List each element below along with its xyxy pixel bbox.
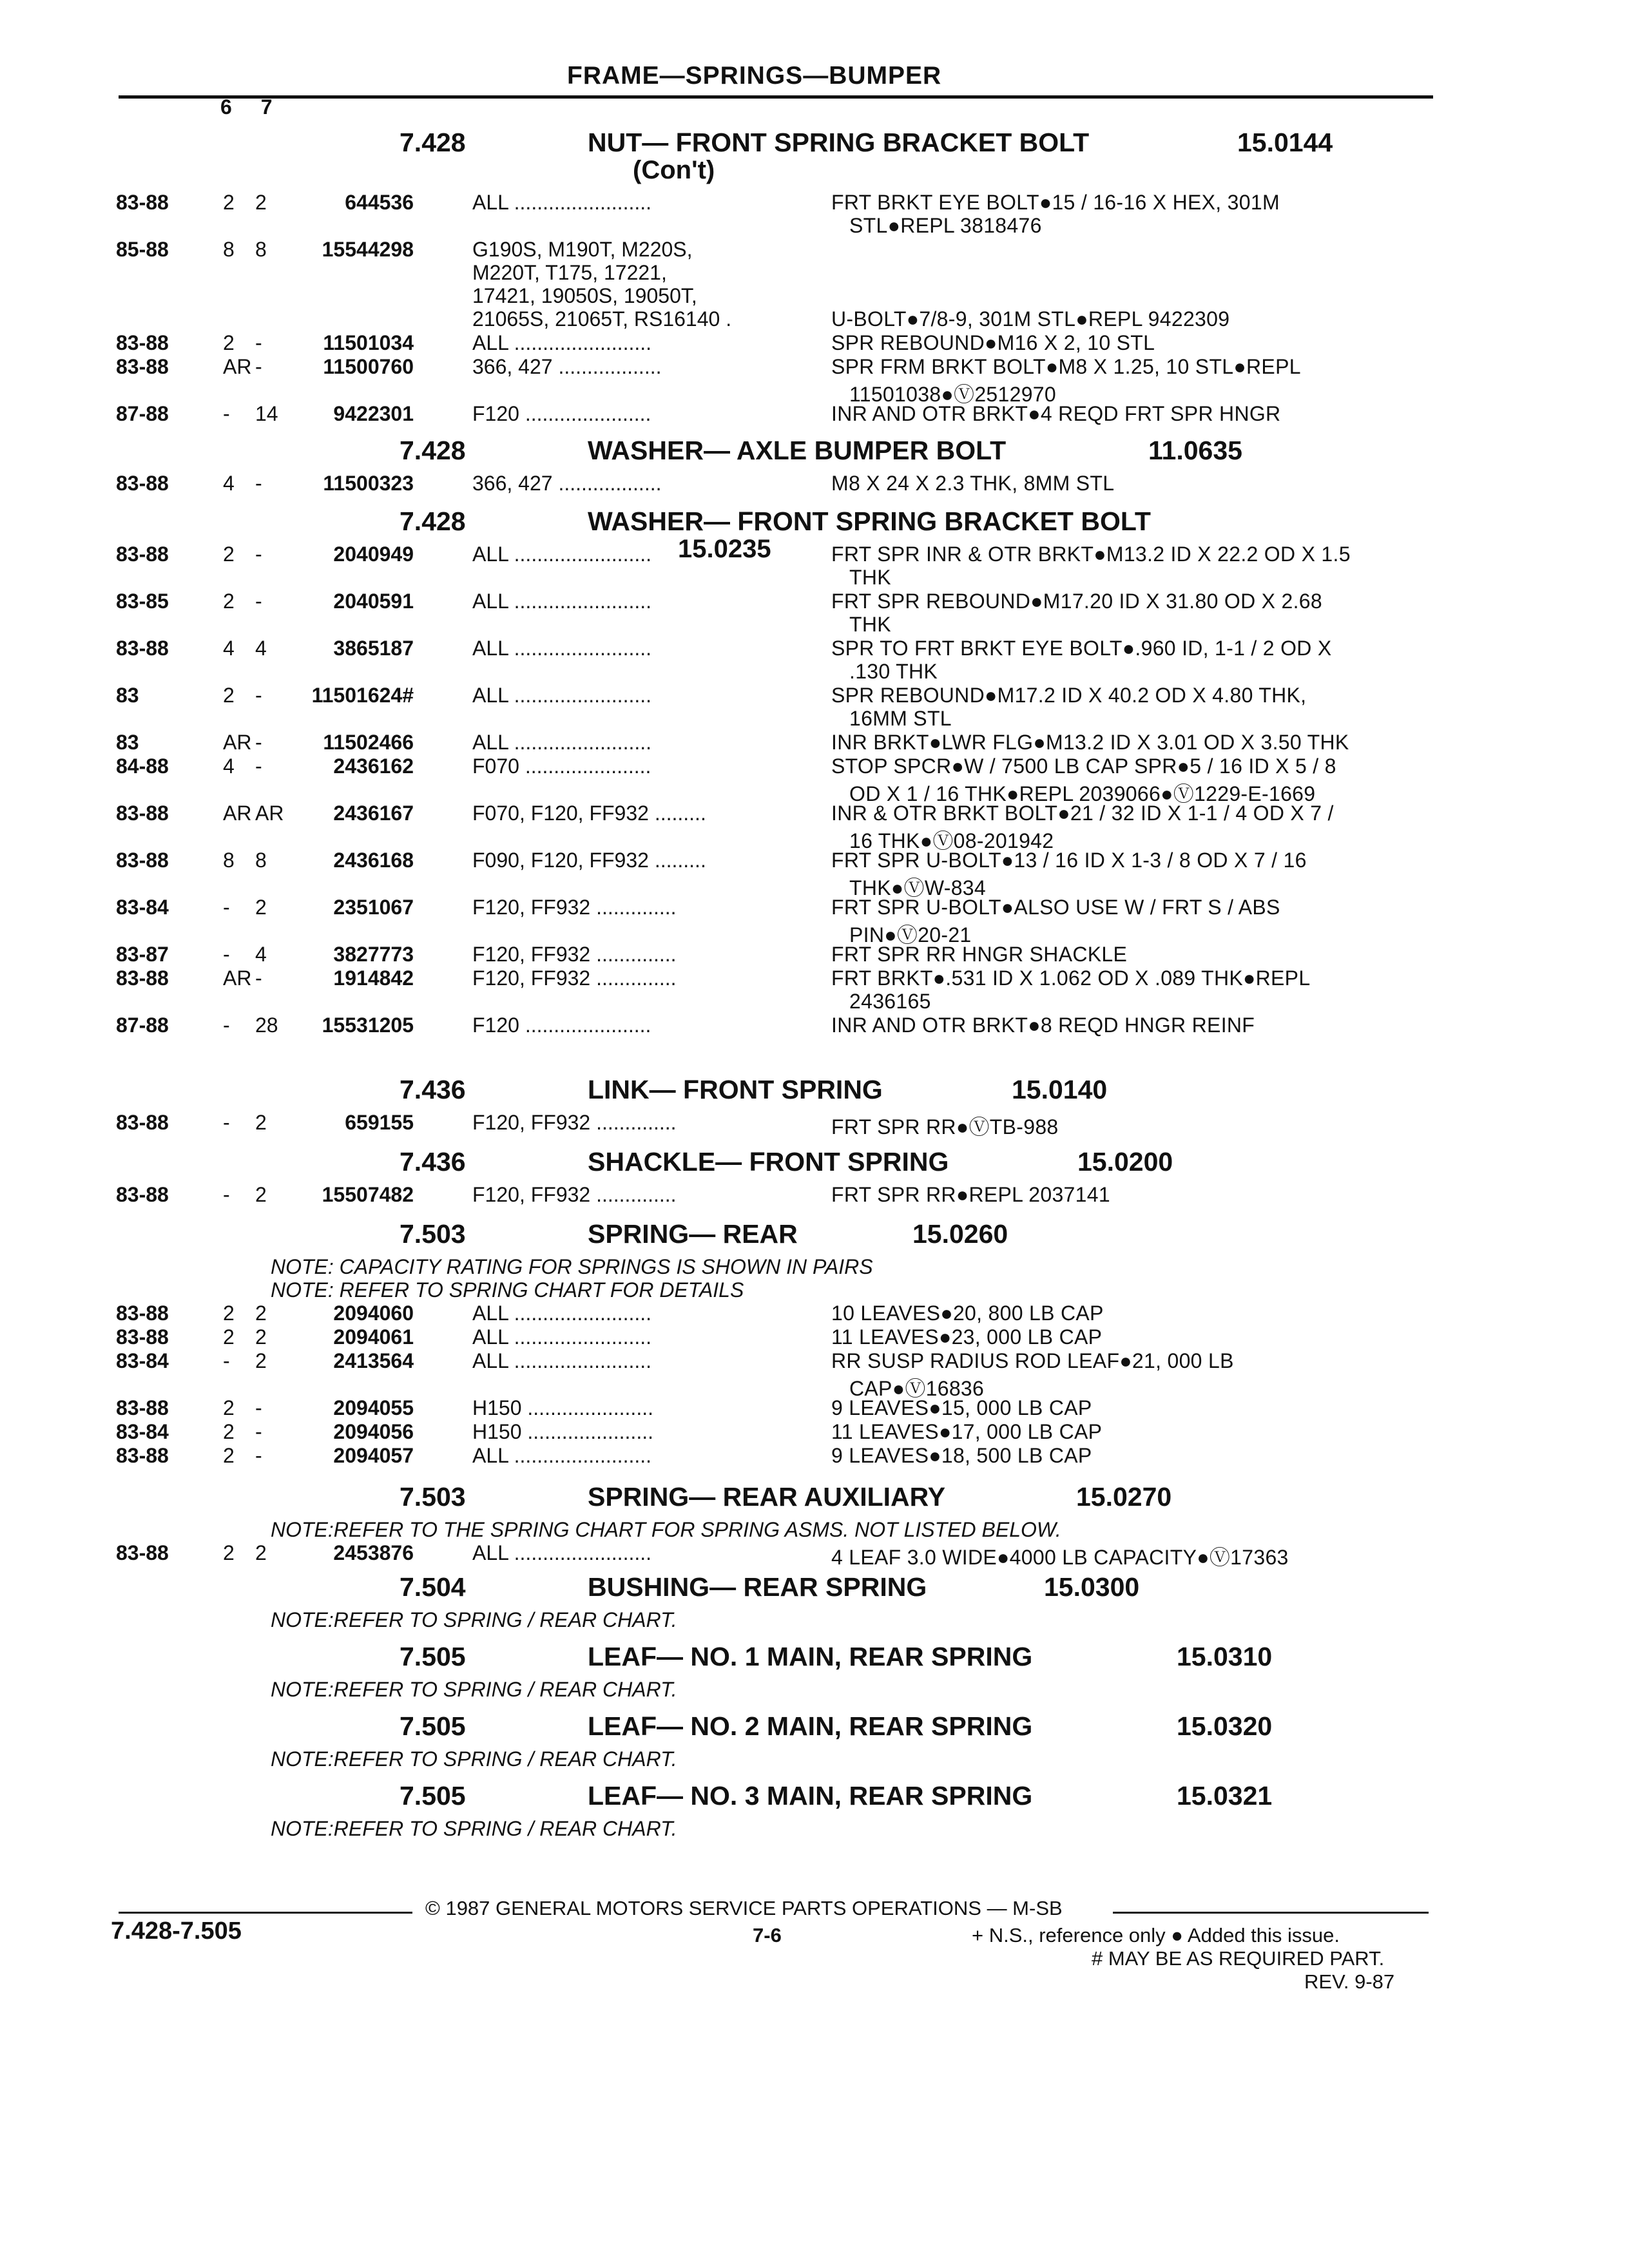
section-name: LEAF— NO. 1 MAIN, REAR SPRING [588,1642,1033,1671]
part-number: 2094055 [333,1396,414,1419]
section-number: 7.503 [400,1219,466,1249]
part-number: 644536 [345,191,414,214]
part-row [0,849,1629,872]
application: ALL ........................ [472,1349,652,1372]
qty-col-7: 2 [255,1183,267,1206]
section-name: NUT— FRONT SPRING BRACKET BOLT [588,128,1090,157]
section-code: 15.0270 [1076,1482,1172,1512]
model-years: 83-87 [116,943,169,966]
part-description: FRT SPR RR HNGR SHACKLE [831,943,1128,966]
column-header-7: 7 [260,95,273,119]
qty-col-6: - [223,896,230,919]
qty-col-6: AR [223,802,252,825]
part-description: SPR TO FRT BRKT EYE BOLT●.960 ID, 1-1 / 2 OD X [831,637,1332,660]
section-note: NOTE:REFER TO SPRING / REAR CHART. [271,1608,677,1631]
qty-col-6: 2 [223,191,235,214]
qty-col-6: 4 [223,472,235,495]
part-description: 10 LEAVES●20, 800 LB CAP [831,1302,1104,1325]
qty-col-7: - [255,966,262,990]
part-row [0,1302,1629,1325]
part-description: 11 LEAVES●17, 000 LB CAP [831,1420,1103,1443]
part-number: 11500323 [323,472,414,495]
qty-col-7: 2 [255,1302,267,1325]
qty-col-6: 2 [223,1444,235,1467]
footer-rule-right [1113,1912,1429,1914]
column-headers [220,95,295,119]
column-header-6: 6 [220,95,232,119]
model-years: 83-88 [116,1444,169,1467]
page-range: 7.428-7.505 [111,1917,242,1945]
model-years: 83-88 [116,191,169,214]
part-number: 11502466 [323,731,414,754]
qty-col-7: 2 [255,1349,267,1372]
section-code: 11.0635 [1148,436,1242,465]
section-note: NOTE:REFER TO SPRING / REAR CHART. [271,1817,677,1840]
section-number: 7.505 [400,1711,466,1741]
section-heading [0,436,1629,474]
part-number: 2094057 [333,1444,414,1467]
part-number: 2436162 [333,754,414,778]
section-note: NOTE:REFER TO THE SPRING CHART FOR SPRING ASMS. NOT LISTED BELOW. [271,1518,1061,1541]
part-row [0,1396,1629,1419]
part-number: 2040949 [333,543,414,566]
application-continued: 21065S, 21065T, RS16140 . [472,307,732,331]
section-name: LINK— FRONT SPRING [588,1075,883,1104]
part-row [0,966,1629,990]
section-note: NOTE:REFER TO SPRING / REAR CHART. [271,1747,677,1771]
part-row [0,1541,1629,1569]
section-number: 7.504 [400,1572,466,1602]
part-number: 659155 [345,1111,414,1134]
qty-col-6: 2 [223,1325,235,1349]
model-years: 83-88 [116,1396,169,1419]
qty-col-6: 2 [223,1541,235,1564]
model-years: 83-84 [116,1420,169,1443]
qty-col-6: AR [223,731,252,754]
section-number: 7.505 [400,1642,466,1671]
part-number: 2094061 [333,1325,414,1349]
model-years: 83-88 [116,543,169,566]
part-description-continued: THK [849,566,891,589]
section-code: 15.0310 [1177,1642,1273,1671]
application: F120, FF932 .............. [472,1183,677,1206]
part-number: 11501034 [323,331,414,354]
application-continued: M220T, T175, 17221, [472,261,667,284]
part-description: FRT BRKT EYE BOLT●15 / 16-16 X HEX, 301M [831,191,1280,214]
revision: REV. 9-87 [1304,1970,1395,1993]
part-description-continued: 11501038●Ⓥ2512970 [849,383,1057,406]
application: ALL ........................ [472,731,652,754]
part-number: 1914842 [333,966,414,990]
part-number: 15507482 [322,1183,414,1206]
application: F120, FF932 .............. [472,966,677,990]
part-description-continued: .130 THK [849,660,938,683]
part-description-continued: 16MM STL [849,707,952,730]
qty-col-6: 4 [223,637,235,660]
application: 366, 427 .................. [472,355,662,378]
section-number: 7.428 [400,506,466,536]
model-years: 83-88 [116,1183,169,1206]
model-years: 83 [116,684,139,707]
section-name: SPRING— REAR [588,1219,798,1249]
section-code: 15.0140 [1012,1075,1108,1104]
qty-col-7: - [255,1420,262,1443]
part-description: FRT SPR REBOUND●M17.20 ID X 31.80 OD X 2.68 [831,590,1322,613]
part-row [0,1325,1629,1349]
qty-col-6: 2 [223,1396,235,1419]
qty-col-6: 2 [223,590,235,613]
qty-col-6: - [223,1014,230,1037]
section-name: LEAF— NO. 3 MAIN, REAR SPRING [588,1781,1033,1811]
section-heading [0,1482,1629,1521]
section-heading [0,1781,1629,1820]
part-description: FRT BRKT●.531 ID X 1.062 OD X .089 THK●REPL [831,966,1311,990]
part-description-continued: PIN●Ⓥ20-21 [849,923,972,947]
model-years: 84-88 [116,754,169,778]
application: ALL ........................ [472,1302,652,1325]
qty-col-7: 2 [255,896,267,919]
part-row [0,191,1629,214]
application: ALL ........................ [472,684,652,707]
qty-col-7: 4 [255,637,267,660]
model-years: 87-88 [116,402,169,425]
part-description-continued: 2436165 [849,990,931,1013]
section-heading [0,1572,1629,1611]
part-description: SPR REBOUND●M16 X 2, 10 STL [831,331,1155,354]
application: F120 ...................... [472,1014,651,1037]
section-code-wrapped: 15.0235 [678,535,771,563]
application: ALL ........................ [472,543,652,566]
qty-col-6: 2 [223,543,235,566]
section-heading [0,1219,1629,1258]
application: ALL ........................ [472,1325,652,1349]
part-description: INR AND OTR BRKT●4 REQD FRT SPR HNGR [831,402,1281,425]
section-name: LEAF— NO. 2 MAIN, REAR SPRING [588,1711,1033,1741]
part-number: 2453876 [333,1541,414,1564]
application: 366, 427 .................. [472,472,662,495]
part-description: 11 LEAVES●23, 000 LB CAP [831,1325,1103,1349]
part-description: 9 LEAVES●18, 500 LB CAP [831,1444,1092,1467]
section-code: 15.0260 [912,1219,1008,1249]
part-description: 4 LEAF 3.0 WIDE●4000 LB CAPACITY●Ⓥ17363 [831,1546,1289,1569]
qty-col-7: 8 [255,849,267,872]
section-name: WASHER— FRONT SPRING BRACKET BOLT [588,506,1151,536]
qty-col-7: 14 [255,402,278,425]
part-number: 2094060 [333,1302,414,1325]
section-subtitle: (Con't) [633,156,715,184]
qty-col-6: - [223,1183,230,1206]
part-description: FRT SPR RR●REPL 2037141 [831,1183,1110,1206]
part-description: FRT SPR INR & OTR BRKT●M13.2 ID X 22.2 OD X 1.5 [831,543,1351,566]
part-description: SPR REBOUND●M17.2 ID X 40.2 OD X 4.80 THK, [831,684,1307,707]
qty-col-7: - [255,1396,262,1419]
part-number: 15544298 [322,238,414,261]
part-description: FRT SPR U-BOLT●13 / 16 ID X 1-3 / 8 OD X 7 / 16 [831,849,1307,872]
section-code: 15.0321 [1177,1781,1273,1811]
section-heading [0,1075,1629,1113]
application: F090, F120, FF932 ......... [472,849,706,872]
qty-col-6: 8 [223,238,235,261]
legend-line-1: + N.S., reference only ● Added this issue. [972,1924,1340,1946]
part-row [0,637,1629,660]
qty-col-7: - [255,731,262,754]
application: F070, F120, FF932 ......... [472,802,706,825]
application: H150 ...................... [472,1420,653,1443]
section-number: 7.503 [400,1482,466,1512]
model-years: 83-88 [116,849,169,872]
part-description-continued: CAP●Ⓥ16836 [849,1377,985,1400]
model-years: 85-88 [116,238,169,261]
qty-col-7: - [255,590,262,613]
part-row [0,543,1629,566]
model-years: 83-88 [116,802,169,825]
qty-col-7: 2 [255,191,267,214]
model-years: 83 [116,731,139,754]
application: F120, FF932 .............. [472,943,677,966]
qty-col-7: - [255,684,262,707]
header-rule [119,95,1433,99]
part-description-continued: 16 THK●Ⓥ08-201942 [849,829,1054,852]
footer-rule-left [119,1912,412,1914]
qty-col-7: 2 [255,1541,267,1564]
qty-col-7: 2 [255,1111,267,1134]
part-description: FRT SPR RR●ⓋTB-988 [831,1115,1059,1139]
part-row [0,472,1629,495]
part-row [0,355,1629,378]
model-years: 83-88 [116,1302,169,1325]
model-years: 83-88 [116,966,169,990]
application: G190S, M190T, M220S, [472,238,693,261]
part-number: 3865187 [333,637,414,660]
part-description-continued: STL●REPL 3818476 [849,214,1042,237]
qty-col-7: - [255,472,262,495]
qty-col-6: 2 [223,331,235,354]
page-title: FRAME—SPRINGS—BUMPER [567,62,942,90]
qty-col-6: 2 [223,1420,235,1443]
qty-col-7: 8 [255,238,267,261]
section-number: 7.428 [400,436,466,465]
part-description: U-BOLT●7/8-9, 301M STL●REPL 9422309 [831,307,1230,331]
section-number: 7.436 [400,1075,466,1104]
part-description-continued: OD X 1 / 16 THK●REPL 2039066●Ⓥ1229-E-1669 [849,782,1316,805]
qty-col-6: 2 [223,684,235,707]
application: ALL ........................ [472,1541,652,1564]
application: H150 ...................... [472,1396,653,1419]
section-code: 15.0320 [1177,1711,1273,1741]
model-years: 87-88 [116,1014,169,1037]
application: ALL ........................ [472,1444,652,1467]
model-years: 83-88 [116,1325,169,1349]
section-note: NOTE: CAPACITY RATING FOR SPRINGS IS SHOWN IN PAIRS [271,1255,873,1278]
part-description: 9 LEAVES●15, 000 LB CAP [831,1396,1092,1419]
part-row [0,731,1629,754]
model-years: 83-88 [116,1541,169,1564]
section-name: BUSHING— REAR SPRING [588,1572,927,1602]
part-description: INR AND OTR BRKT●8 REQD HNGR REINF [831,1014,1255,1037]
part-description: RR SUSP RADIUS ROD LEAF●21, 000 LB [831,1349,1234,1372]
part-row [0,1444,1629,1467]
part-number: 2351067 [333,896,414,919]
model-years: 83-88 [116,1111,169,1134]
section-name: SHACKLE— FRONT SPRING [588,1147,949,1177]
part-number: 11500760 [323,355,414,378]
part-number: 2436168 [333,849,414,872]
copyright-notice: © 1987 GENERAL MOTORS SERVICE PARTS OPERATIONS — M-SB [425,1897,1063,1919]
qty-col-7: AR [255,802,284,825]
part-row [0,896,1629,919]
part-description: FRT SPR U-BOLT●ALSO USE W / FRT S / ABS [831,896,1280,919]
page-number: 7-6 [753,1924,782,1946]
part-number: 15531205 [322,1014,414,1037]
section-note: NOTE:REFER TO SPRING / REAR CHART. [271,1678,677,1701]
part-row [0,1420,1629,1443]
part-number: 2040591 [333,590,414,613]
qty-col-6: - [223,402,230,425]
application: F120, FF932 .............. [472,896,677,919]
section-note: NOTE: REFER TO SPRING CHART FOR DETAILS [271,1278,744,1302]
qty-col-6: - [223,1349,230,1372]
part-row [0,802,1629,825]
application-continued: 17421, 19050S, 19050T, [472,284,697,307]
part-number: 3827773 [333,943,414,966]
section-heading [0,1147,1629,1186]
section-number: 7.436 [400,1147,466,1177]
section-heading [0,128,1629,184]
qty-col-7: 2 [255,1325,267,1349]
section-heading [0,1711,1629,1750]
part-row [0,238,1629,261]
qty-col-7: - [255,355,262,378]
qty-col-7: - [255,1444,262,1467]
part-description: M8 X 24 X 2.3 THK, 8MM STL [831,472,1115,495]
model-years: 83-88 [116,637,169,660]
part-row [0,754,1629,778]
application: F120, FF932 .............. [472,1111,677,1134]
section-code: 15.0300 [1044,1572,1140,1602]
section-number: 7.428 [400,128,466,157]
application: F120 ...................... [472,402,651,425]
application: ALL ........................ [472,331,652,354]
part-number: 11501624# [311,684,414,707]
part-description: STOP SPCR●W / 7500 LB CAP SPR●5 / 16 ID X 5 / 8 [831,754,1336,778]
model-years: 83-84 [116,1349,169,1372]
qty-col-7: - [255,754,262,778]
part-description-continued: THK●ⓋW-834 [849,876,986,899]
qty-col-6: AR [223,966,252,990]
part-description-continued: THK [849,613,891,636]
part-number: 9422301 [333,402,414,425]
part-number: 2413564 [333,1349,414,1372]
application: ALL ........................ [472,637,652,660]
model-years: 83-88 [116,355,169,378]
part-description: INR & OTR BRKT BOLT●21 / 32 ID X 1-1 / 4 OD X 7 / [831,802,1334,825]
section-number: 7.505 [400,1781,466,1811]
qty-col-6: - [223,943,230,966]
part-row [0,1183,1629,1206]
part-row [0,331,1629,354]
qty-col-7: 4 [255,943,267,966]
application: ALL ........................ [472,191,652,214]
qty-col-7: 28 [255,1014,278,1037]
part-description: SPR FRM BRKT BOLT●M8 X 1.25, 10 STL●REPL [831,355,1301,378]
model-years: 83-85 [116,590,169,613]
part-row [0,943,1629,966]
section-heading [0,1642,1629,1680]
qty-col-6: 8 [223,849,235,872]
part-description: INR BRKT●LWR FLG●M13.2 ID X 3.01 OD X 3.50 THK [831,731,1349,754]
qty-col-6: 2 [223,1302,235,1325]
part-row [0,1349,1629,1372]
application: ALL ........................ [472,590,652,613]
part-number: 2094056 [333,1420,414,1443]
part-row [0,590,1629,613]
part-row [0,1111,1629,1139]
qty-col-6: - [223,1111,230,1134]
part-row [0,684,1629,707]
section-code: 15.0200 [1077,1147,1173,1177]
section-name: SPRING— REAR AUXILIARY [588,1482,946,1512]
model-years: 83-88 [116,331,169,354]
part-row [0,1014,1629,1037]
section-code: 15.0144 [1237,128,1333,157]
part-row [0,402,1629,425]
model-years: 83-88 [116,472,169,495]
section-name: WASHER— AXLE BUMPER BOLT [588,436,1007,465]
qty-col-7: - [255,543,262,566]
qty-col-6: AR [223,355,252,378]
legend-line-2: # MAY BE AS REQUIRED PART. [1092,1947,1385,1970]
application: F070 ...................... [472,754,651,778]
qty-col-6: 4 [223,754,235,778]
qty-col-7: - [255,331,262,354]
model-years: 83-84 [116,896,169,919]
part-number: 2436167 [333,802,414,825]
